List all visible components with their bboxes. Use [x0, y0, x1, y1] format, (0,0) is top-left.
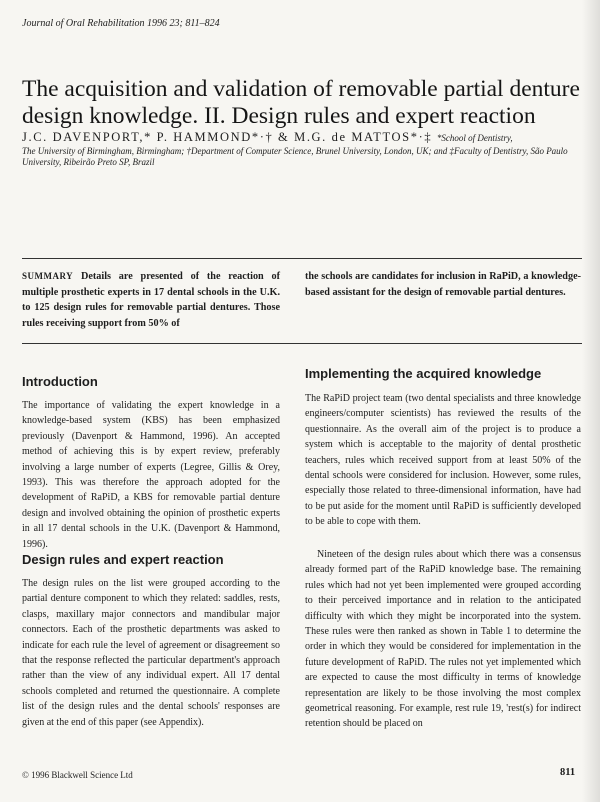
summary-label: SUMMARY [22, 271, 74, 281]
implementing-heading: Implementing the acquired knowledge [305, 366, 542, 381]
author-names: J.C. DAVENPORT,* P. HAMMOND*·† & M.G. de MATTOS*·‡ [22, 130, 433, 144]
affiliations: The University of Birmingham, Birmingham; †Department of Computer Science, Brunel University, London, UK; and ‡Faculty of Dentistry, São Paulo University, Ribeirão Preto SP, Brazil [22, 146, 568, 167]
affiliation-inline: *School of Dentistry, [436, 133, 513, 143]
design-heading: Design rules and expert reaction [22, 552, 224, 567]
paper-title: The acquisition and validation of removable partial denture design knowledge. II. Design rules and expert reaction [22, 76, 580, 129]
rule-bottom [22, 343, 582, 344]
copyright: © 1996 Blackwell Science Ltd [22, 770, 133, 780]
author-line [22, 130, 513, 145]
intro-heading: Introduction [22, 374, 98, 389]
summary-text-left: Details are presented of the reaction of multiple prosthetic experts in 17 dental schools in the U.K. to 125 design rules for removable partial dentures. Those rules receiving support from 50% of [22, 271, 281, 329]
implementing-text-2: Nineteen of the design rules about which there was a consensus already formed part of the RaPiD knowledge base. The remaining rules which had not yet been implemented were grouped according to their perceived importance and in relation to the anticipated difficulty with which they might be incorporated into the system. These rules were then ranked as shown in Table 1 to determine the order in which they would be considered for implementation in the future development of RaPiD. The rules not yet implemented which are expected to cause the most difficulty in terms of knowledge representation are likely to be those involving the most complex geometrical reasoning. For example, rest rule 19, 'rest(s) for indirect retention should be placed on [305, 549, 581, 730]
journal-citation: Journal of Oral Rehabilitation 1996 23; 811–824 [22, 18, 220, 29]
implementing-text-1: The RaPiD project team (two dental specialists and three knowledge engineers/computer scientists) has reviewed the results of the questionnaire. As the overall aim of the project is to produce a system which is acceptable to the majority of dental prosthetic teachers, rules which received support from at least 50% of the dental schools were considered for inclusion. However, some rules, especially those related to three-dimensional information, have had to be put aside for the moment until RaPiD is sufficiently developed to be able to cope with them. [305, 393, 581, 528]
page-edge-shadow [582, 0, 600, 802]
design-text: The design rules on the list were grouped according to the partial denture component to which they related: saddles, rests, clasps, maxillary major connectors and mandibular major connectors. Each of the prosthetic departments was asked to indicate for each rule the level of agreement or disagreement so that the response reflected the particular department's approach rather than the view of any individual expert. All 17 dental schools completed and returned the questionnaire. A complete list of the design rules and the dental schools' responses are given at the end of this paper (see Appendix). [22, 578, 280, 728]
intro-text: The importance of validating the expert knowledge in a knowledge-based system (KBS) has been emphasized previously (Davenport & Hammond, 1996). An accepted method of achieving this is by expert review, preferably involving a large number of experts (Legree, Gillis & Orey, 1993). This was therefore the approach adopted for the development of RaPiD, a KBS for removable partial denture design and involved obtaining the opinion of prosthetic experts in all 17 dental schools in the U.K. (Davenport & Hammond, 1996). [22, 400, 280, 550]
summary-left [22, 269, 280, 331]
page-number: 811 [560, 767, 576, 778]
rule-top [22, 258, 582, 259]
summary-right: the schools are candidates for inclusion in RaPiD, a knowledge-based assistant for the design of removable partial dentures. [305, 271, 581, 298]
